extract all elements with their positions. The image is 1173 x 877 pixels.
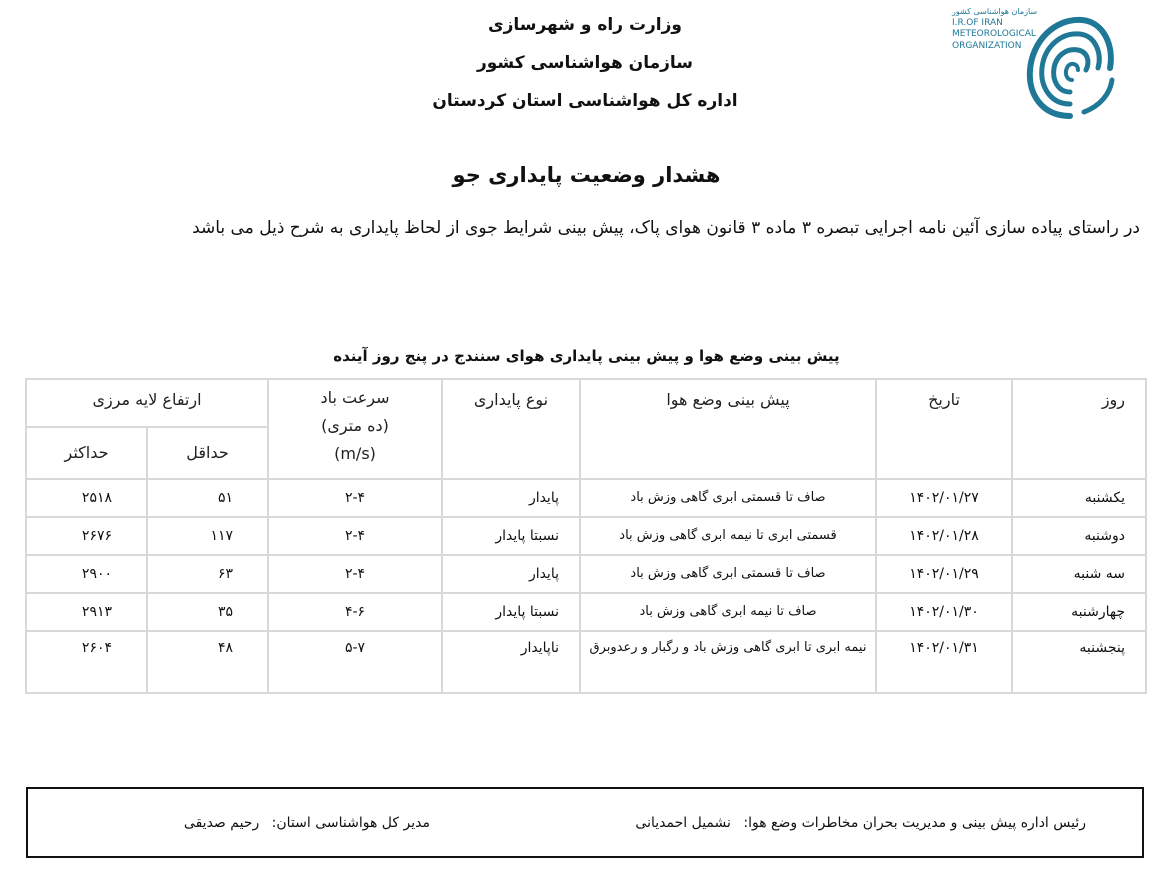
cell-wind: ۴-۶ <box>268 593 442 631</box>
cell-date: ۱۴۰۲/۰۱/۳۰ <box>876 593 1012 631</box>
cell-date: ۱۴۰۲/۰۱/۲۷ <box>876 479 1012 517</box>
cell-stability: نسبتا پایدار <box>442 593 580 631</box>
ministry-name: وزارت راه و شهرسازی <box>487 15 682 35</box>
header-max: حداکثر <box>26 427 147 479</box>
cell-min: ۳۵ <box>147 593 268 631</box>
intro-paragraph: در راستای پیاده سازی آئین نامه اجرایی تبصره ۳ ماده ۳ قانون هوای پاک، پیش بینی شرایط جوی از لحاظ پایداری به شرح ذیل می باشد <box>192 218 1140 238</box>
logo-text-line3: ORGANIZATION <box>952 40 1022 51</box>
meteorological-organization-logo <box>952 4 1122 124</box>
cell-day: یکشنبه <box>1012 479 1146 517</box>
cell-max: ۲۹۰۰ <box>26 555 147 593</box>
spiral-emblem-icon <box>1024 10 1116 122</box>
logo-text-line1: I.R.OF IRAN <box>952 17 1003 28</box>
cell-max: ۲۶۷۶ <box>26 517 147 555</box>
cell-day: چهارشنبه <box>1012 593 1146 631</box>
forecast-table <box>25 378 1147 694</box>
director-name: رحیم صدیقی <box>183 815 260 831</box>
cell-weather: صاف تا قسمتی ابری گاهی وزش باد <box>580 479 876 517</box>
cell-wind: ۲-۴ <box>268 479 442 517</box>
table-row <box>26 555 1146 593</box>
table-row <box>26 631 1146 693</box>
cell-wind: ۵-۷ <box>268 631 442 693</box>
cell-min: ۵۱ <box>147 479 268 517</box>
cell-date: ۱۴۰۲/۰۱/۲۹ <box>876 555 1012 593</box>
cell-day: دوشنبه <box>1012 517 1146 555</box>
cell-weather: صاف تا قسمتی ابری گاهی وزش باد <box>580 555 876 593</box>
cell-stability: پایدار <box>442 555 580 593</box>
logo-text-line2: METEOROLOGICAL <box>952 29 1036 39</box>
cell-date: ۱۴۰۲/۰۱/۳۱ <box>876 631 1012 693</box>
header <box>400 6 770 120</box>
cell-stability: پایدار <box>442 479 580 517</box>
table-row <box>26 479 1146 517</box>
header-boundary-layer-height: ارتفاع لایه مرزی <box>26 379 268 427</box>
forecast-head-label: رئیس اداره پیش بینی و مدیریت بحران مخاطرات وضع هوا: <box>743 815 1086 831</box>
cell-min: ۶۳ <box>147 555 268 593</box>
cell-date: ۱۴۰۲/۰۱/۲۸ <box>876 517 1012 555</box>
organization-name: سازمان هواشناسی کشور <box>476 53 693 73</box>
signature-box <box>26 787 1144 858</box>
header-min: حداقل <box>147 427 268 479</box>
header-wind-speed: سرعت باد (ده متری) (m/s) <box>268 379 442 479</box>
cell-weather: قسمتی ابری تا نیمه ابری گاهی وزش باد <box>580 517 876 555</box>
table-row <box>26 517 1146 555</box>
department-name: اداره کل هواشناسی استان کردستان <box>432 91 738 111</box>
cell-max: ۲۶۰۴ <box>26 631 147 693</box>
director-label: مدیر کل هواشناسی استان: <box>271 815 430 831</box>
cell-stability: ناپایدار <box>442 631 580 693</box>
cell-day: پنجشنبه <box>1012 631 1146 693</box>
header-day: روز <box>1012 379 1146 479</box>
cell-weather: نیمه ابری تا ابری گاهی وزش باد و رگبار و رعدوبرق <box>580 631 876 693</box>
cell-weather: صاف تا نیمه ابری گاهی وزش باد <box>580 593 876 631</box>
cell-wind: ۲-۴ <box>268 555 442 593</box>
director-signature <box>184 815 430 831</box>
cell-stability: نسبتا پایدار <box>442 517 580 555</box>
header-date: تاریخ <box>876 379 1012 479</box>
forecast-head-signature <box>635 815 1086 831</box>
logo-persian-text: سازمان هواشناسی کشور <box>952 7 1038 16</box>
header-weather-forecast: پیش بینی وضع هوا <box>580 379 876 479</box>
forecast-head-name: نشمیل احمدیانی <box>635 815 731 831</box>
cell-min: ۱۱۷ <box>147 517 268 555</box>
cell-wind: ۲-۴ <box>268 517 442 555</box>
cell-min: ۴۸ <box>147 631 268 693</box>
page-title: هشدار وضعیت پایداری جو <box>452 163 721 187</box>
table-caption: پیش بینی وضع هوا و پیش بینی پایداری هوای سنندج در پنج روز آینده <box>333 347 840 365</box>
table-row <box>26 593 1146 631</box>
cell-max: ۲۹۱۳ <box>26 593 147 631</box>
header-stability-type: نوع پایداری <box>442 379 580 479</box>
cell-day: سه شنبه <box>1012 555 1146 593</box>
cell-max: ۲۵۱۸ <box>26 479 147 517</box>
